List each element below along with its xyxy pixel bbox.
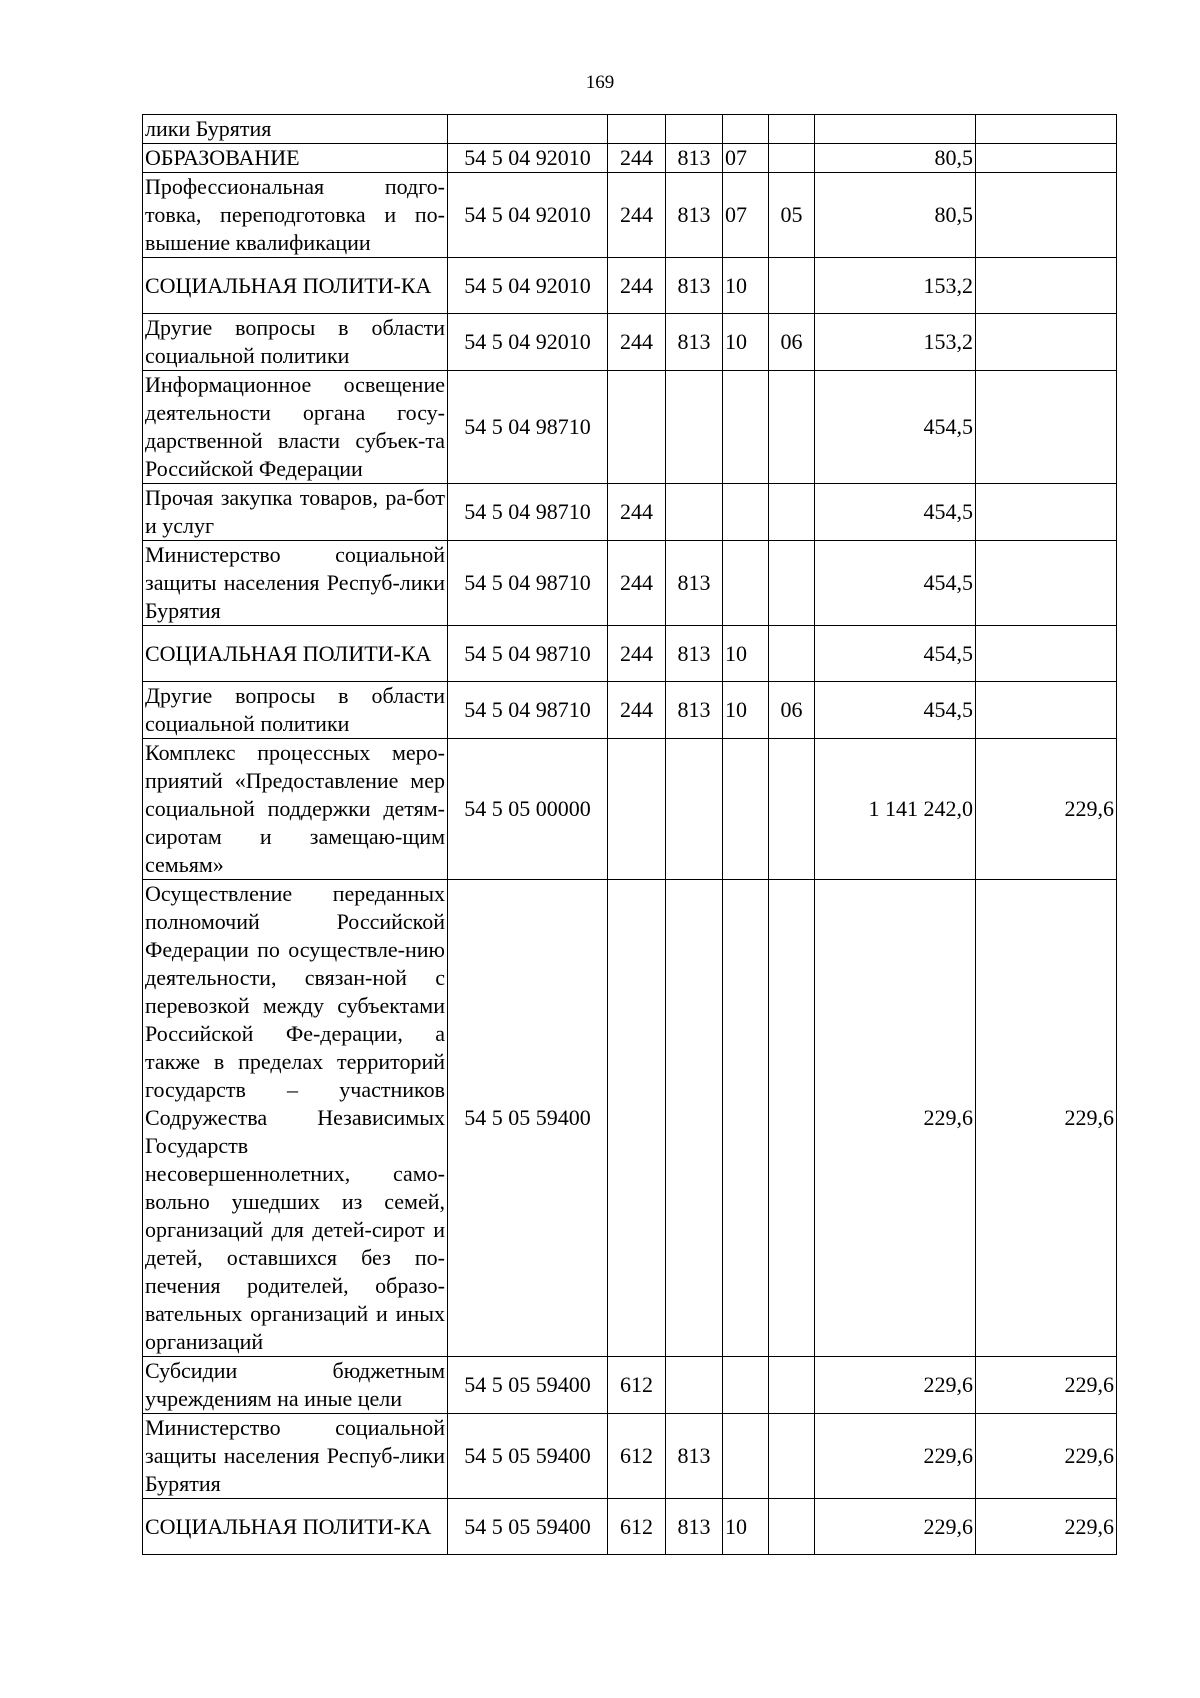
row-amount-federal-cell: 229,6 (976, 1357, 1117, 1414)
row-amount-cell: 229,6 (815, 880, 976, 1357)
row-amount-cell: 454,5 (815, 484, 976, 541)
row-code-cell: 54 5 04 98710 (448, 484, 608, 541)
row-ministry-code-cell (666, 739, 723, 880)
row-code-cell: 54 5 04 92010 (448, 258, 608, 314)
row-amount-federal-cell (976, 144, 1117, 173)
row-section-cell (723, 739, 769, 880)
row-code-cell: 54 5 04 92010 (448, 144, 608, 173)
row-section-cell (723, 541, 769, 626)
row-name-cell: Другие вопросы в области социальной политики (143, 682, 448, 739)
table-row (143, 144, 1117, 173)
row-section-cell: 07 (723, 173, 769, 258)
row-amount-cell: 229,6 (815, 1499, 976, 1555)
row-expense-type-cell: 244 (608, 682, 666, 739)
row-expense-type-cell: 244 (608, 541, 666, 626)
row-section-cell (723, 1414, 769, 1499)
table-row (143, 484, 1117, 541)
row-code-cell: 54 5 04 98710 (448, 541, 608, 626)
row-code-cell: 54 5 05 59400 (448, 1499, 608, 1555)
row-amount-federal-cell: 229,6 (976, 1499, 1117, 1555)
row-amount-federal-cell (976, 173, 1117, 258)
row-name-cell: Профессиональная подго-товка, переподготовка и по-вышение квалификации (143, 173, 448, 258)
row-ministry-code-cell: 813 (666, 626, 723, 682)
row-amount-federal-cell: 229,6 (976, 1414, 1117, 1499)
row-amount-cell: 80,5 (815, 173, 976, 258)
row-amount-cell: 153,2 (815, 314, 976, 371)
row-section-cell: 10 (723, 314, 769, 371)
table-row (143, 258, 1117, 314)
row-subsection-cell: 05 (769, 173, 815, 258)
row-subsection-cell: 06 (769, 682, 815, 739)
row-expense-type-cell: 244 (608, 626, 666, 682)
row-name-cell: Прочая закупка товаров, ра-бот и услуг (143, 484, 448, 541)
row-expense-type-cell (608, 115, 666, 144)
row-expense-type-cell: 244 (608, 314, 666, 371)
table-row (143, 1357, 1117, 1414)
row-ministry-code-cell: 813 (666, 682, 723, 739)
table-row (143, 1499, 1117, 1555)
row-expense-type-cell: 244 (608, 484, 666, 541)
row-amount-federal-cell: 229,6 (976, 739, 1117, 880)
row-subsection-cell (769, 626, 815, 682)
row-subsection-cell (769, 144, 815, 173)
row-ministry-code-cell: 813 (666, 314, 723, 371)
row-section-cell: 10 (723, 1499, 769, 1555)
row-name-cell: Информационное освещение деятельности органа госу-дарственной власти субъек-та Российской Федерации (143, 371, 448, 484)
row-section-cell (723, 1357, 769, 1414)
row-section-cell (723, 880, 769, 1357)
table-row (143, 739, 1117, 880)
row-amount-cell: 454,5 (815, 626, 976, 682)
table-row (143, 626, 1117, 682)
row-expense-type-cell (608, 371, 666, 484)
table-body (143, 115, 1117, 1555)
row-name-cell: Другие вопросы в области социальной политики (143, 314, 448, 371)
row-expense-type-cell: 244 (608, 258, 666, 314)
row-amount-cell (815, 115, 976, 144)
row-ministry-code-cell (666, 371, 723, 484)
row-code-cell: 54 5 05 59400 (448, 1414, 608, 1499)
row-name-cell: СОЦИАЛЬНАЯ ПОЛИТИ-КА (143, 626, 448, 682)
row-code-cell: 54 5 05 00000 (448, 739, 608, 880)
row-code-cell: 54 5 04 92010 (448, 173, 608, 258)
row-amount-cell: 454,5 (815, 682, 976, 739)
row-amount-cell: 229,6 (815, 1357, 976, 1414)
row-section-cell: 07 (723, 144, 769, 173)
row-name-cell: Субсидии бюджетным учреждениям на иные цели (143, 1357, 448, 1414)
row-amount-federal-cell: 229,6 (976, 880, 1117, 1357)
row-expense-type-cell: 244 (608, 173, 666, 258)
row-subsection-cell (769, 880, 815, 1357)
row-code-cell: 54 5 04 98710 (448, 371, 608, 484)
row-ministry-code-cell (666, 1357, 723, 1414)
row-expense-type-cell (608, 739, 666, 880)
row-name-cell: ОБРАЗОВАНИЕ (143, 144, 448, 173)
row-subsection-cell (769, 371, 815, 484)
row-amount-cell: 454,5 (815, 371, 976, 484)
row-amount-federal-cell (976, 541, 1117, 626)
row-ministry-code-cell (666, 880, 723, 1357)
row-amount-federal-cell (976, 626, 1117, 682)
row-name-cell: Министерство социальной защиты населения Респуб-лики Бурятия (143, 1414, 448, 1499)
row-subsection-cell (769, 739, 815, 880)
row-section-cell: 10 (723, 682, 769, 739)
row-subsection-cell (769, 1414, 815, 1499)
row-section-cell: 10 (723, 258, 769, 314)
row-expense-type-cell: 612 (608, 1357, 666, 1414)
row-name-cell: лики Бурятия (143, 115, 448, 144)
table-row (143, 880, 1117, 1357)
row-code-cell (448, 115, 608, 144)
row-amount-cell: 454,5 (815, 541, 976, 626)
row-amount-federal-cell (976, 371, 1117, 484)
row-name-cell: СОЦИАЛЬНАЯ ПОЛИТИ-КА (143, 258, 448, 314)
row-expense-type-cell: 244 (608, 144, 666, 173)
budget-table (142, 114, 1117, 1555)
row-amount-cell: 153,2 (815, 258, 976, 314)
row-amount-federal-cell (976, 314, 1117, 371)
row-subsection-cell (769, 1357, 815, 1414)
row-section-cell (723, 484, 769, 541)
row-code-cell: 54 5 05 59400 (448, 880, 608, 1357)
row-amount-cell: 229,6 (815, 1414, 976, 1499)
table-row (143, 541, 1117, 626)
table-row (143, 682, 1117, 739)
row-name-cell: СОЦИАЛЬНАЯ ПОЛИТИ-КА (143, 1499, 448, 1555)
row-amount-cell: 1 141 242,0 (815, 739, 976, 880)
row-expense-type-cell: 612 (608, 1414, 666, 1499)
row-subsection-cell (769, 1499, 815, 1555)
row-name-cell: Комплекс процессных меро-приятий «Предоставление мер социальной поддержки детям-сиротам и замещаю-щим семьям» (143, 739, 448, 880)
page-number: 169 (585, 72, 615, 93)
row-section-cell: 10 (723, 626, 769, 682)
row-ministry-code-cell (666, 484, 723, 541)
row-subsection-cell (769, 258, 815, 314)
table-row (143, 115, 1117, 144)
table-row (143, 173, 1117, 258)
row-subsection-cell (769, 484, 815, 541)
row-code-cell: 54 5 04 98710 (448, 682, 608, 739)
table-row (143, 371, 1117, 484)
row-ministry-code-cell: 813 (666, 541, 723, 626)
row-name-cell: Министерство социальной защиты населения Респуб-лики Бурятия (143, 541, 448, 626)
table-row (143, 1414, 1117, 1499)
row-code-cell: 54 5 05 59400 (448, 1357, 608, 1414)
row-amount-federal-cell (976, 115, 1117, 144)
row-section-cell (723, 371, 769, 484)
row-expense-type-cell (608, 880, 666, 1357)
row-ministry-code-cell (666, 115, 723, 144)
row-subsection-cell (769, 541, 815, 626)
row-ministry-code-cell: 813 (666, 258, 723, 314)
row-ministry-code-cell: 813 (666, 144, 723, 173)
row-code-cell: 54 5 04 92010 (448, 314, 608, 371)
row-name-cell: Осуществление переданных полномочий Российской Федерации по осуществле-нию деятельности, связан-ной с перевозкой между субъектами Российской Фе-дерации, а также в пределах территорий государств – участников Содружества Независимых Государств несовершеннолетних, само-вольно ушедших из семей, организаций для детей-сирот и детей, оставшихся без по-печения родителей, образо-вательных организаций и иных организаций (143, 880, 448, 1357)
table-row (143, 314, 1117, 371)
row-expense-type-cell: 612 (608, 1499, 666, 1555)
row-amount-cell: 80,5 (815, 144, 976, 173)
row-subsection-cell: 06 (769, 314, 815, 371)
row-ministry-code-cell: 813 (666, 173, 723, 258)
row-code-cell: 54 5 04 98710 (448, 626, 608, 682)
row-amount-federal-cell (976, 484, 1117, 541)
row-amount-federal-cell (976, 682, 1117, 739)
row-ministry-code-cell: 813 (666, 1414, 723, 1499)
row-section-cell (723, 115, 769, 144)
row-ministry-code-cell: 813 (666, 1499, 723, 1555)
row-subsection-cell (769, 115, 815, 144)
row-amount-federal-cell (976, 258, 1117, 314)
